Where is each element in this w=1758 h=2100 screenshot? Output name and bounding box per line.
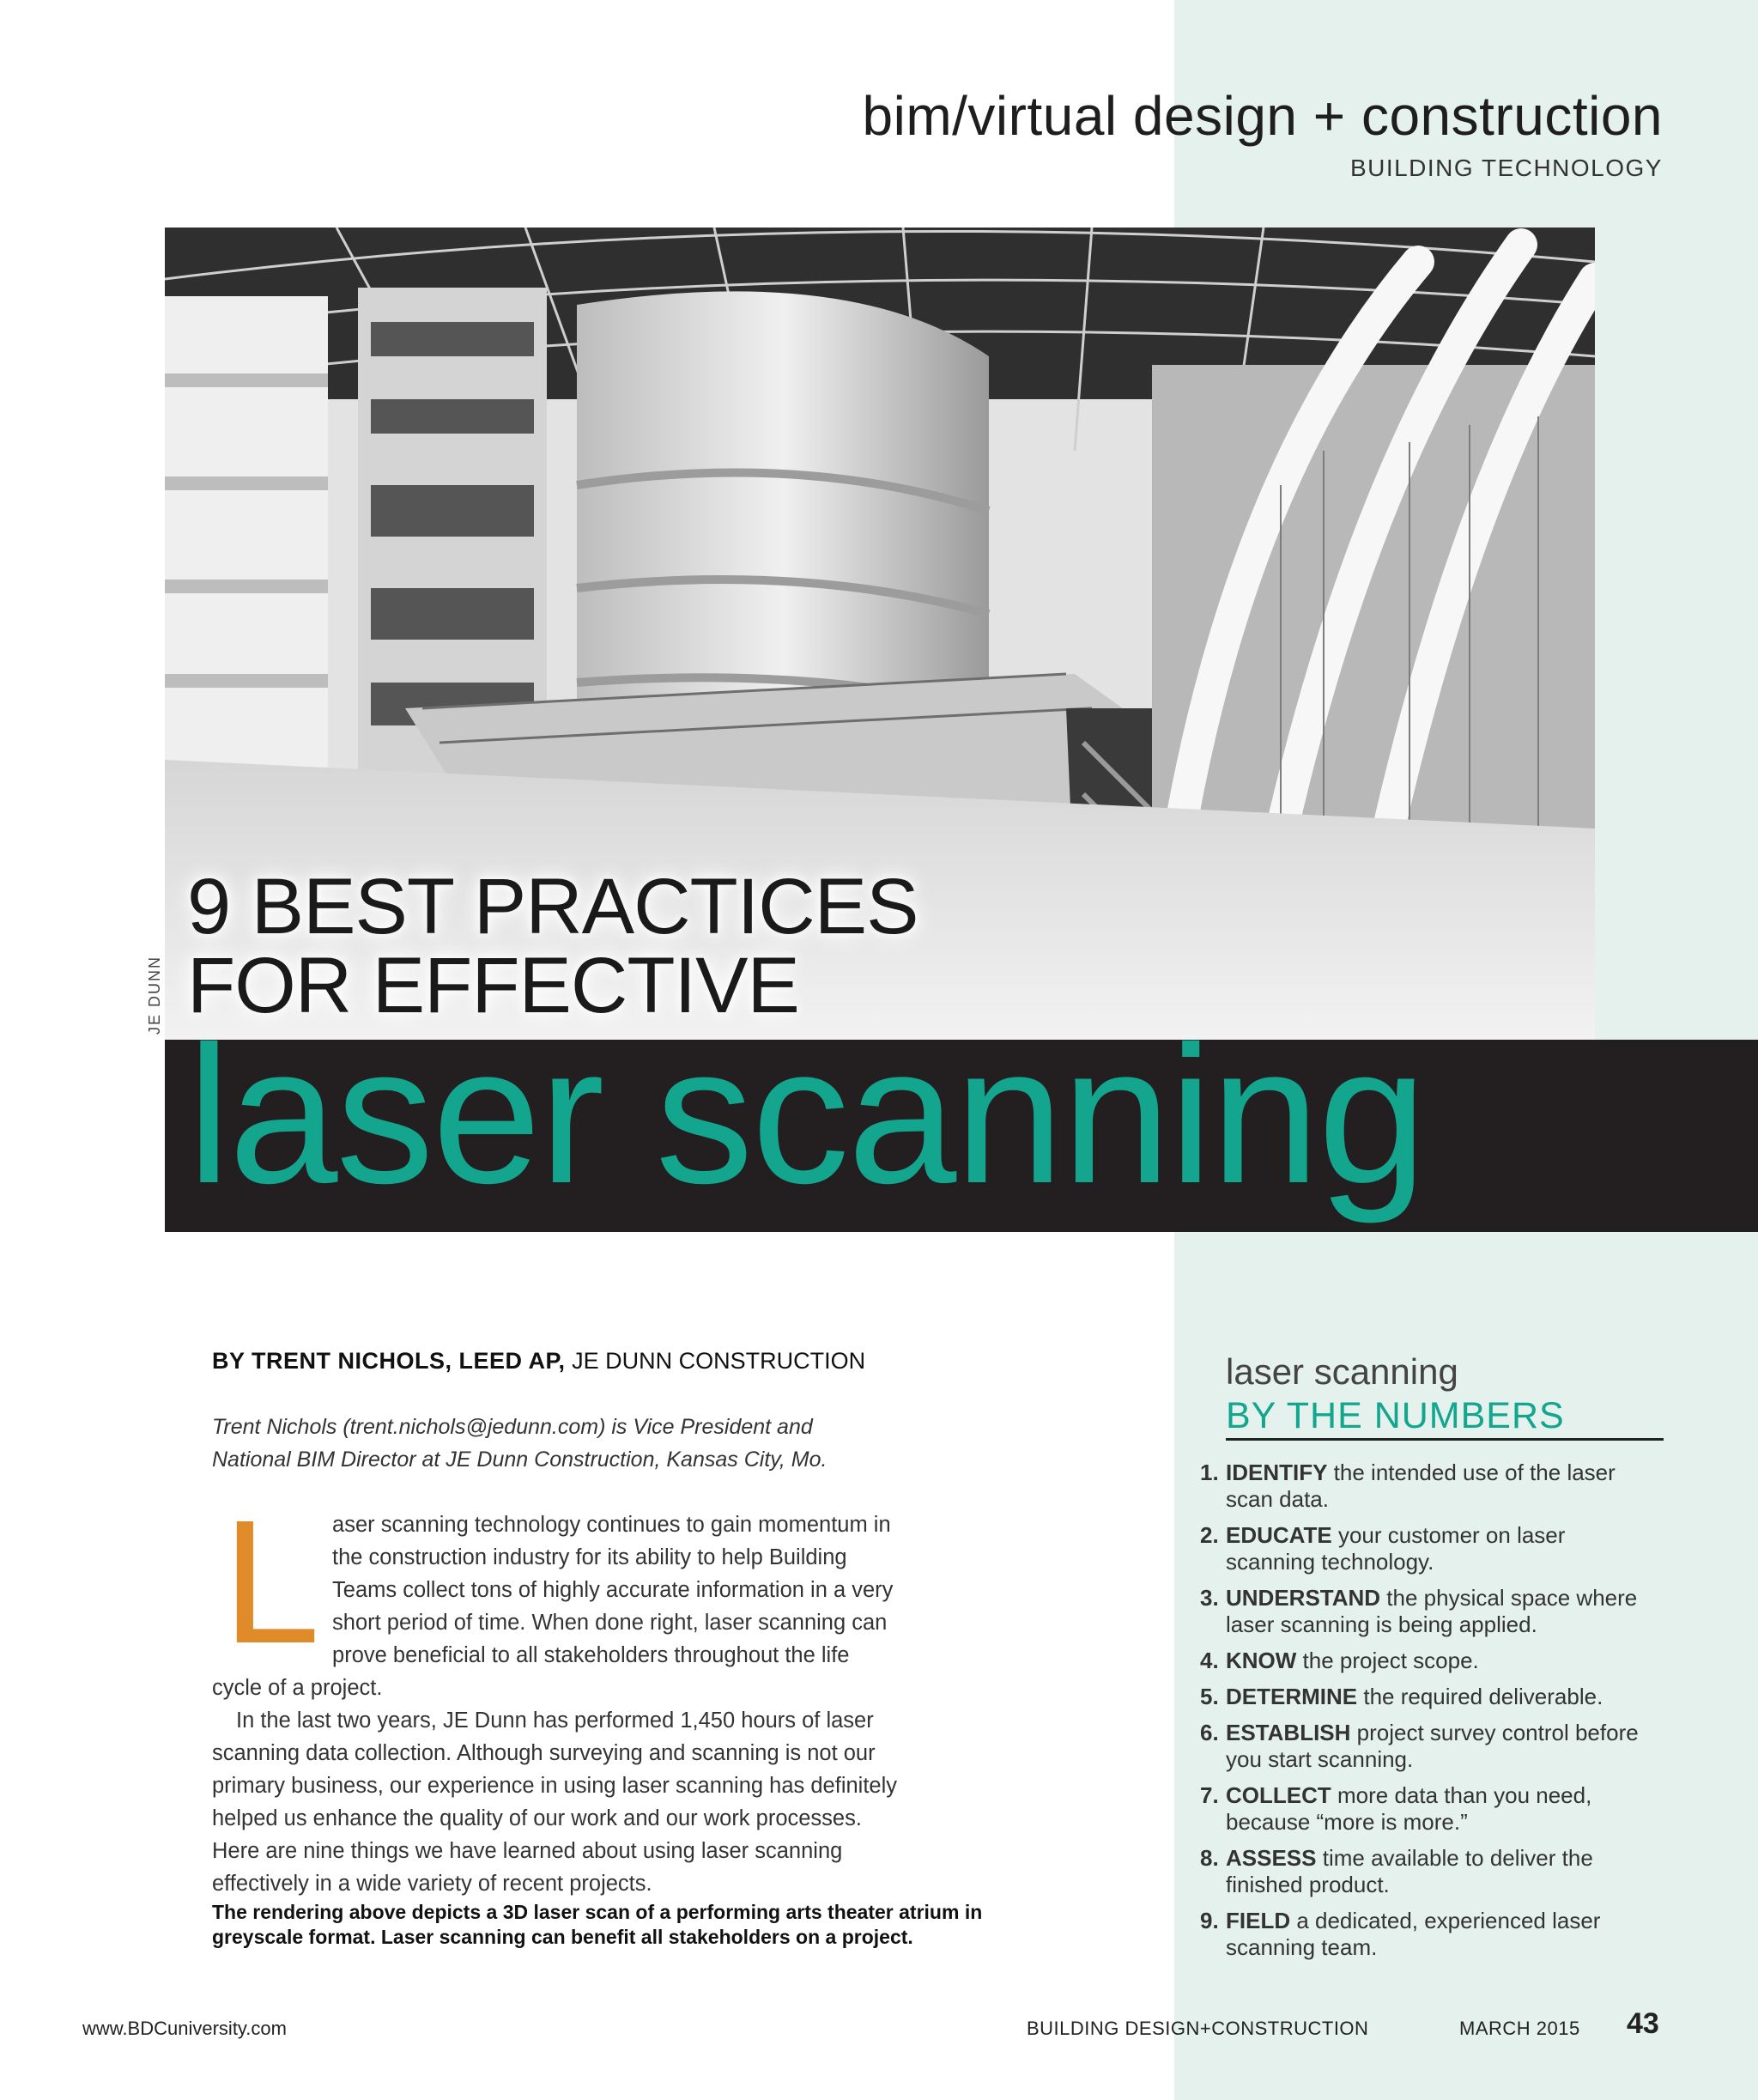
- list-text: [1226, 1684, 1646, 1710]
- headline-line-2: FOR EFFECTIVE: [187, 942, 799, 1029]
- byline-company: JE DUNN CONSTRUCTION: [572, 1348, 866, 1374]
- list-text: [1226, 1460, 1646, 1513]
- list-description: a dedicated, experienced laser scanning team.: [1226, 1908, 1601, 1960]
- list-description: the required deliverable.: [1357, 1684, 1603, 1709]
- byline-author: BY TRENT NICHOLS, LEED AP,: [212, 1348, 566, 1374]
- list-number: 5.: [1200, 1684, 1219, 1709]
- list-text: [1226, 1522, 1646, 1575]
- drop-cap: L: [222, 1484, 321, 1680]
- list-number: 1.: [1200, 1460, 1219, 1485]
- list-keyword: UNDERSTAND: [1226, 1585, 1381, 1611]
- paragraph-2: In the last two years, JE Dunn has performed 1,450 hours of laser scanning data collection. Although surveying and scanning is not our primary business, our experience in using laser scanning has definitely helped us enhance the quality of our work and our work processes. Here are nine things we have learned about using laser scanning effectively in a wide variety of recent projects.: [212, 1709, 898, 1896]
- list-number: 6.: [1200, 1720, 1219, 1745]
- list-description: your customer on laser scanning technology.: [1226, 1522, 1566, 1575]
- article-body: [212, 1484, 899, 1900]
- footer-date: MARCH 2015: [1459, 2018, 1580, 2039]
- list-keyword: IDENTIFY: [1226, 1460, 1328, 1485]
- sidebar-subtitle: BY THE NUMBERS: [1226, 1395, 1565, 1436]
- list-description: more data than you need, because “more is more.”: [1226, 1782, 1592, 1835]
- list-description: the intended use of the laser scan data.: [1226, 1460, 1616, 1512]
- list-item: [1200, 1684, 1646, 1710]
- list-description: the physical space where laser scanning is being applied.: [1226, 1585, 1638, 1637]
- byline: [212, 1348, 865, 1375]
- paragraph-1-text: aser scanning technology continues to gain momentum in the construction industry for its ability to help Building Teams collect tons of highly accurate information in a very short period of time. When done right, laser scanning can prove beneficial to all stakeholders throughout the life cycle of a project.: [212, 1513, 894, 1700]
- list-keyword: KNOW: [1226, 1648, 1297, 1673]
- list-keyword: EDUCATE: [1226, 1522, 1332, 1548]
- list-description: time available to deliver the finished product.: [1226, 1845, 1593, 1897]
- page-number: 43: [1627, 2007, 1659, 2040]
- image-caption: The rendering above depicts a 3D laser scan of a performing arts theater atrium in greyscale format. Laser scanning can benefit all stakeholders on a project.: [212, 1901, 983, 1948]
- list-text: [1226, 1908, 1646, 1961]
- paragraph-1: [212, 1484, 899, 1704]
- list-description: project survey control before you start scanning.: [1226, 1720, 1639, 1772]
- list-item: [1200, 1522, 1646, 1575]
- list-keyword: COLLECT: [1226, 1782, 1331, 1808]
- list-item: [1200, 1845, 1646, 1898]
- list-number: 9.: [1200, 1908, 1219, 1933]
- list-item: [1200, 1908, 1646, 1961]
- list-keyword: DETERMINE: [1226, 1684, 1358, 1709]
- list-number: 4.: [1200, 1648, 1219, 1673]
- sidebar-rule: [1226, 1438, 1664, 1441]
- list-item: [1200, 1782, 1646, 1836]
- list-text: [1226, 1720, 1646, 1773]
- bio-line-2: National BIM Director at JE Dunn Construction, Kansas City, Mo.: [212, 1448, 827, 1472]
- list-keyword: ESTABLISH: [1226, 1720, 1351, 1745]
- list-keyword: ASSESS: [1226, 1845, 1317, 1871]
- bio-line-1: Trent Nichols (trent.nichols@jedunn.com) is Vice President and: [212, 1415, 813, 1439]
- list-item: [1200, 1460, 1646, 1513]
- list-number: 8.: [1200, 1845, 1219, 1871]
- section-title: bim/virtual design + construction: [862, 85, 1663, 147]
- list-number: 2.: [1200, 1522, 1219, 1548]
- list-text: [1226, 1585, 1646, 1638]
- list-item: [1200, 1585, 1646, 1638]
- list-description: the project scope.: [1296, 1648, 1479, 1673]
- section-subtitle: BUILDING TECHNOLOGY: [1349, 155, 1663, 181]
- list-number: 3.: [1200, 1585, 1219, 1611]
- headline-big: laser scanning: [187, 1006, 1426, 1224]
- list-text: [1226, 1782, 1646, 1836]
- sidebar-title: laser scanning: [1226, 1351, 1458, 1392]
- list-number: 7.: [1200, 1782, 1219, 1808]
- headline: [187, 863, 918, 1029]
- list-item: [1200, 1720, 1646, 1773]
- list-keyword: FIELD: [1226, 1908, 1291, 1933]
- list-text: [1226, 1845, 1646, 1898]
- list-item: [1200, 1648, 1646, 1674]
- footer-publication: BUILDING DESIGN+CONSTRUCTION: [1027, 2018, 1369, 2039]
- author-bio: [212, 1411, 882, 1476]
- headline-line-1: 9 BEST PRACTICES: [187, 863, 918, 950]
- list-text: [1226, 1648, 1646, 1674]
- best-practices-list: [1200, 1460, 1646, 1970]
- footer-url[interactable]: www.BDCuniversity.com: [82, 2018, 287, 2039]
- photo-credit: JE DUNN: [146, 955, 163, 1035]
